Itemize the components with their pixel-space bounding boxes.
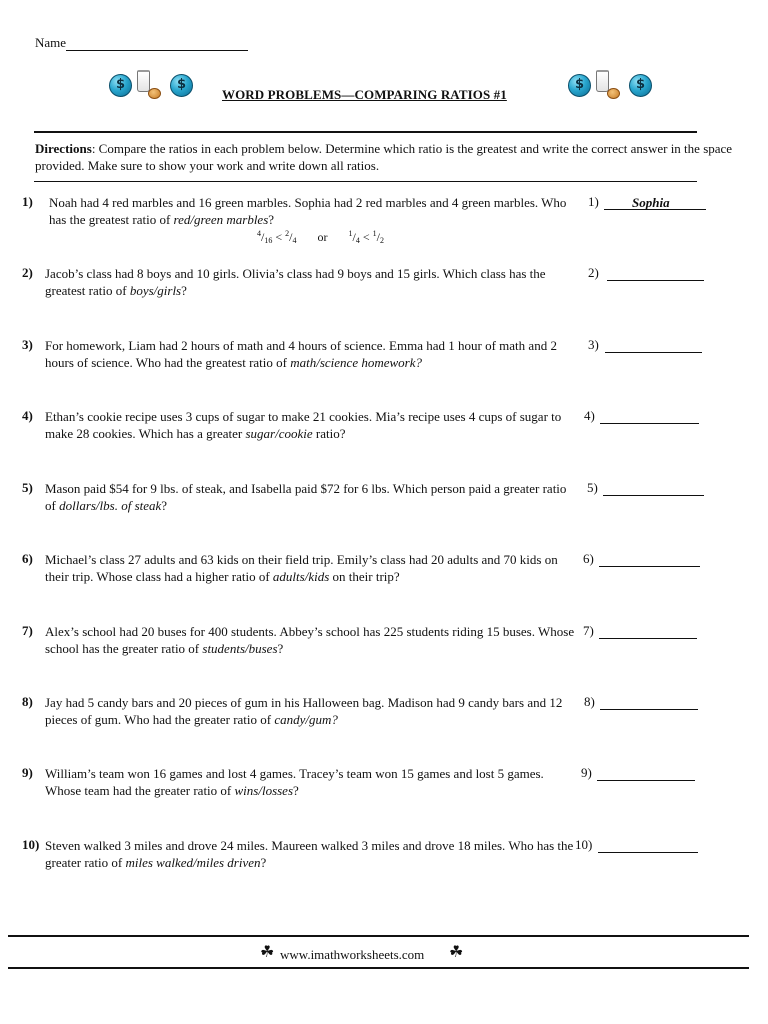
answer-number: 9) bbox=[581, 765, 592, 780]
question-number: 10) bbox=[22, 837, 40, 852]
answer-number: 10) bbox=[575, 837, 593, 852]
question-number: 5) bbox=[22, 480, 33, 495]
answer-number: 4) bbox=[584, 408, 595, 423]
dollar-coin-icon: $ bbox=[568, 74, 591, 97]
fraction-numerator: 1 bbox=[348, 229, 353, 238]
question-body: William’s team won 16 games and lost 4 games. Tracey’s team won 15 games and lost 5 games. Whose team had the greater ratio of bbox=[45, 766, 544, 798]
fraction-numerator: 4 bbox=[257, 229, 261, 238]
footer-website-link[interactable]: www.imathworksheets.com bbox=[280, 947, 425, 962]
question-body: Jay had 5 candy bars and 20 pieces of gum in his Halloween bag. Madison had 9 candy bars and 12 pieces of gum. Who had the greater ratio of bbox=[45, 695, 563, 727]
milk-glass-icon bbox=[596, 70, 609, 92]
question-number: 8) bbox=[22, 694, 33, 709]
answer-blank[interactable] bbox=[607, 280, 704, 281]
question-number: 2) bbox=[22, 265, 33, 280]
question-body: Jacob’s class had 8 boys and 10 girls. Olivia’s class had 9 boys and 15 girls. Which class has the greatest ratio of bbox=[45, 266, 546, 298]
ratio-term: dollars/lbs. of steak bbox=[59, 498, 162, 513]
ratio-term: students/buses bbox=[202, 641, 278, 656]
question-ending: ? bbox=[293, 783, 299, 798]
fraction-denominator: 16 bbox=[264, 236, 273, 245]
dollar-coin-icon: $ bbox=[170, 74, 193, 97]
name-field bbox=[35, 35, 248, 51]
question-number: 1) bbox=[22, 194, 33, 209]
question-text bbox=[45, 551, 582, 585]
directions-block bbox=[35, 140, 735, 174]
ratio-term: candy/gum? bbox=[274, 712, 338, 727]
answer-blank[interactable] bbox=[599, 638, 697, 639]
fraction-denominator: 4 bbox=[292, 236, 297, 245]
directions-bottom-rule bbox=[34, 181, 697, 182]
answer-number: 6) bbox=[583, 551, 594, 566]
question-text bbox=[45, 265, 575, 299]
answer-blank[interactable] bbox=[600, 423, 699, 424]
answer-blank[interactable] bbox=[599, 566, 700, 567]
cookie-icon bbox=[148, 88, 161, 99]
question-ending: ? bbox=[277, 641, 284, 656]
footer-top-rule bbox=[8, 935, 749, 937]
question-body: Michael’s class 27 adults and 63 kids on their field trip. Emily’s class had 20 adults and 70 kids on their trip. Whose class had a higher ratio of bbox=[45, 552, 558, 584]
shamrock-icon: ☘ bbox=[449, 944, 464, 961]
question-text bbox=[45, 337, 575, 371]
answer-blank[interactable] bbox=[597, 780, 695, 781]
question-text bbox=[49, 194, 569, 228]
question-body: Ethan’s cookie recipe uses 3 cups of sugar to make 21 cookies. Mia’s recipe uses 4 cups of sugar to make 28 cookies. Which has a greater bbox=[45, 409, 562, 441]
question-ending: ? bbox=[260, 855, 267, 870]
footer bbox=[258, 944, 478, 964]
answer-blank[interactable] bbox=[605, 352, 702, 353]
shamrock-icon: ☘ bbox=[260, 944, 275, 961]
name-blank-line[interactable] bbox=[66, 36, 248, 51]
answer-blank[interactable] bbox=[603, 495, 704, 496]
directions-top-rule bbox=[34, 131, 697, 133]
fraction-numerator: 1 bbox=[372, 229, 377, 238]
answer-number: 7) bbox=[583, 623, 594, 638]
fraction-numerator: 2 bbox=[285, 229, 290, 238]
question-number: 3) bbox=[22, 337, 33, 352]
question-ending: ? bbox=[161, 498, 168, 513]
answer-blank[interactable] bbox=[598, 852, 698, 853]
question-number: 9) bbox=[22, 765, 33, 780]
ratio-term: adults/kids bbox=[272, 569, 330, 584]
question-number: 7) bbox=[22, 623, 33, 638]
answer-number: 3) bbox=[588, 337, 599, 352]
ratio-term: red/green marbles bbox=[173, 212, 269, 227]
directions-text: : Compare the ratios in each problem below. Determine which ratio is the greatest and write the correct answer in the space provided. Make sure to show your work and write down all ratios. bbox=[35, 141, 733, 173]
worked-example: $^4/_{16} < ^2/_4$ or $^1/_4 < ^1/_2$ bbox=[257, 229, 384, 245]
less-than-sign: < bbox=[359, 230, 373, 244]
question-ending: ? bbox=[181, 283, 187, 298]
or-word: or bbox=[317, 230, 328, 244]
ratio-term: wins/losses bbox=[234, 783, 294, 798]
directions-label: Directions bbox=[35, 141, 92, 156]
dollar-coin-icon: $ bbox=[109, 74, 132, 97]
question-body: Alex’s school had 20 buses for 400 students. Abbey’s school has 225 students riding 15 buses. Whose school has the greater ratio of bbox=[45, 624, 575, 656]
question-body: Noah had 4 red marbles and 16 green marbles. Sophia had 2 red marbles and 4 green marbles. Who has the greatest ratio of bbox=[49, 195, 567, 227]
question-text bbox=[45, 623, 575, 657]
ratio-term: sugar/cookie bbox=[245, 426, 313, 441]
question-body: For homework, Liam had 2 hours of math and 4 hours of science. Emma had 1 hour of math and 2 hours of science. Who had the greatest ratio of bbox=[45, 338, 557, 370]
question-text bbox=[45, 408, 575, 442]
answer-blank[interactable] bbox=[600, 709, 698, 710]
fraction-denominator: 4 bbox=[355, 236, 360, 245]
answer-number: 8) bbox=[584, 694, 595, 709]
answer-number: 5) bbox=[587, 480, 598, 495]
question-body: Mason paid $54 for 9 lbs. of steak, and Isabella paid $72 for 6 lbs. Which person paid a greater ratio of bbox=[45, 481, 567, 513]
cookie-icon bbox=[607, 88, 620, 99]
question-text bbox=[45, 694, 575, 728]
question-number: 6) bbox=[22, 551, 33, 566]
question-body: Steven walked 3 miles and drove 24 miles. Maureen walked 3 miles and drove 18 miles. Who has the greater ratio of bbox=[45, 838, 574, 870]
answer-number: 2) bbox=[588, 265, 599, 280]
question-number: 4) bbox=[22, 408, 33, 423]
fraction-denominator: 2 bbox=[379, 236, 384, 245]
ratio-term: miles walked/miles driven bbox=[125, 855, 261, 870]
question-text bbox=[45, 480, 575, 514]
name-label: Name bbox=[35, 35, 67, 50]
answer-value: Sophia bbox=[632, 195, 670, 210]
question-text bbox=[45, 765, 575, 799]
footer-bottom-rule bbox=[8, 967, 749, 969]
milk-glass-icon bbox=[137, 70, 150, 92]
less-than-sign: < bbox=[272, 230, 286, 244]
question-ending: on their trip? bbox=[329, 569, 400, 584]
question-text bbox=[45, 837, 575, 871]
dollar-coin-icon: $ bbox=[629, 74, 652, 97]
ratio-term: math/science homework? bbox=[290, 355, 423, 370]
worksheet-title: WORD PROBLEMS—COMPARING RATIOS #1 bbox=[222, 87, 507, 102]
question-ending: ? bbox=[268, 212, 275, 227]
answer-number: 1) bbox=[588, 194, 599, 209]
question-ending: ratio? bbox=[312, 426, 346, 441]
ratio-term: boys/girls bbox=[129, 283, 182, 298]
